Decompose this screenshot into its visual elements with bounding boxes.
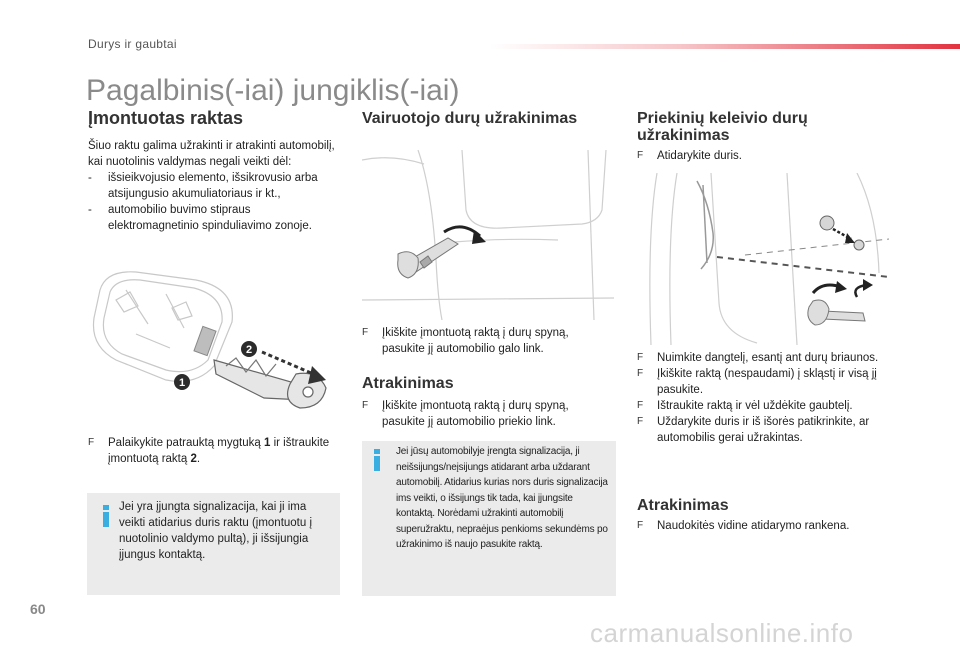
heading-passenger-door-locking: Priekinių keleivio durų užrakinimas	[637, 110, 808, 144]
step-text-part: Palaikykite patrauktą mygtuką	[108, 437, 264, 449]
step-open-door	[637, 148, 877, 164]
info-icon	[101, 505, 111, 527]
key-fob-illustration	[86, 262, 344, 426]
step-text: Ištraukite raktą ir vėl uždėkite gaubtelį.	[657, 400, 853, 412]
step-release-key	[88, 435, 344, 467]
step-text: Atidarykite duris.	[657, 150, 743, 162]
figure-label-1: 1	[178, 377, 186, 389]
bullet-icon: F	[637, 400, 644, 411]
step-text: Įkiškite raktą (nespaudami) į skląstį ir visą jį pasukite.	[657, 368, 877, 396]
step-lock-driver-door	[362, 325, 614, 357]
bullet-icon: F	[362, 327, 369, 338]
step-text	[88, 435, 344, 467]
bullet-icon: F	[637, 520, 644, 531]
passenger-steps-list	[637, 350, 889, 446]
bullet-icon: F	[637, 352, 644, 363]
note-text: Jei yra įjungta signalizacija, kai ji ima veikti atidarius duris raktu (įmontuotu į nuotolinio valdymo pultą), ji išsijungia įjungus kontaktą.	[119, 501, 313, 561]
step-text: Nuimkite dangtelį, esantį ant durų briaunos.	[657, 352, 879, 364]
step-unlock-passenger-door	[637, 518, 889, 534]
step-item	[637, 398, 889, 414]
note-text: Jei jūsų automobilyje įrengta signalizacija, ji neišsijungs/neįsijungs atidarant arba uždarant automobilį. Atidarius kurias nors duris signalizacija ims veikti, o išsijungs tik tada, kai įjungsite kontaktą. Norėdami užrakinti automobilį superužraktu, nepraėjus penkioms sekundėms po užrakinimo iš naujo pasukite raktą.	[396, 446, 608, 550]
note-box-alarm-key	[87, 493, 340, 595]
reason-item: - išsieikvojusio elemento, išsikrovusio arba atsijungusio akumuliatoriaus ir kt.,	[88, 172, 318, 200]
reason-text: išsieikvojusio elemento, išsikrovusio arba atsijungusio akumuliatoriaus ir kt.,	[108, 172, 318, 200]
step-text: Naudokitės vidine atidarymo rankena.	[657, 520, 850, 532]
step-item	[637, 366, 889, 398]
page-title: Pagalbinis(-iai) jungiklis(-iai)	[86, 74, 460, 107]
step-unlock-driver-door	[362, 398, 614, 430]
heading-unlocking-passenger: Atrakinimas	[637, 497, 729, 514]
header-accent-bar	[490, 44, 960, 49]
heading-unlocking-driver: Atrakinimas	[362, 375, 454, 392]
step-number-2: 2	[190, 453, 197, 465]
passenger-door-illustration	[637, 173, 889, 345]
driver-door-illustration	[362, 150, 614, 320]
figure-label-2: 2	[245, 344, 253, 356]
step-text-part: .	[196, 453, 201, 465]
step-text: Įkiškite įmontuotą raktą į durų spyną, pasukite jį automobilio priekio link.	[382, 400, 569, 428]
step-number-1: 1	[263, 437, 271, 449]
bullet-icon: F	[362, 400, 369, 411]
step-item	[637, 350, 889, 366]
reason-item: - automobilio buvimo stipraus elektromagnetinio spinduliavimo zonoje.	[88, 204, 312, 232]
step-text-part: ir ištraukite įmontuotą raktą	[108, 437, 330, 465]
heading-built-in-key: Įmontuotas raktas	[88, 108, 244, 128]
page-number: 60	[30, 601, 46, 617]
step-text: Uždarykite duris ir iš išorės patikrinkite, ar automobilis gerai užrakintas.	[657, 416, 870, 444]
section-label: Durys ir gaubtai	[88, 37, 177, 51]
info-icon	[372, 449, 382, 471]
bullet-icon: F	[637, 150, 644, 161]
reason-text: automobilio buvimo stipraus elektromagnetinio spinduliavimo zonoje.	[108, 204, 312, 232]
intro-paragraph	[88, 138, 344, 234]
intro-text: Šiuo raktu galima užrakinti ir atrakinti automobilį, kai nuotolinis valdymas negali veikti dėl:	[88, 140, 335, 168]
watermark: carmanualsonline.info	[590, 618, 854, 648]
step-text: Įkiškite įmontuotą raktą į durų spyną, pasukite jį automobilio galo link.	[382, 327, 569, 355]
step-item	[637, 414, 889, 446]
bullet-icon: F	[88, 437, 95, 448]
note-box-alarm-doors	[362, 441, 616, 596]
heading-driver-door-locking: Vairuotojo durų užrakinimas	[362, 110, 578, 127]
bullet-icon: F	[637, 368, 644, 379]
bullet-icon: F	[637, 416, 644, 427]
